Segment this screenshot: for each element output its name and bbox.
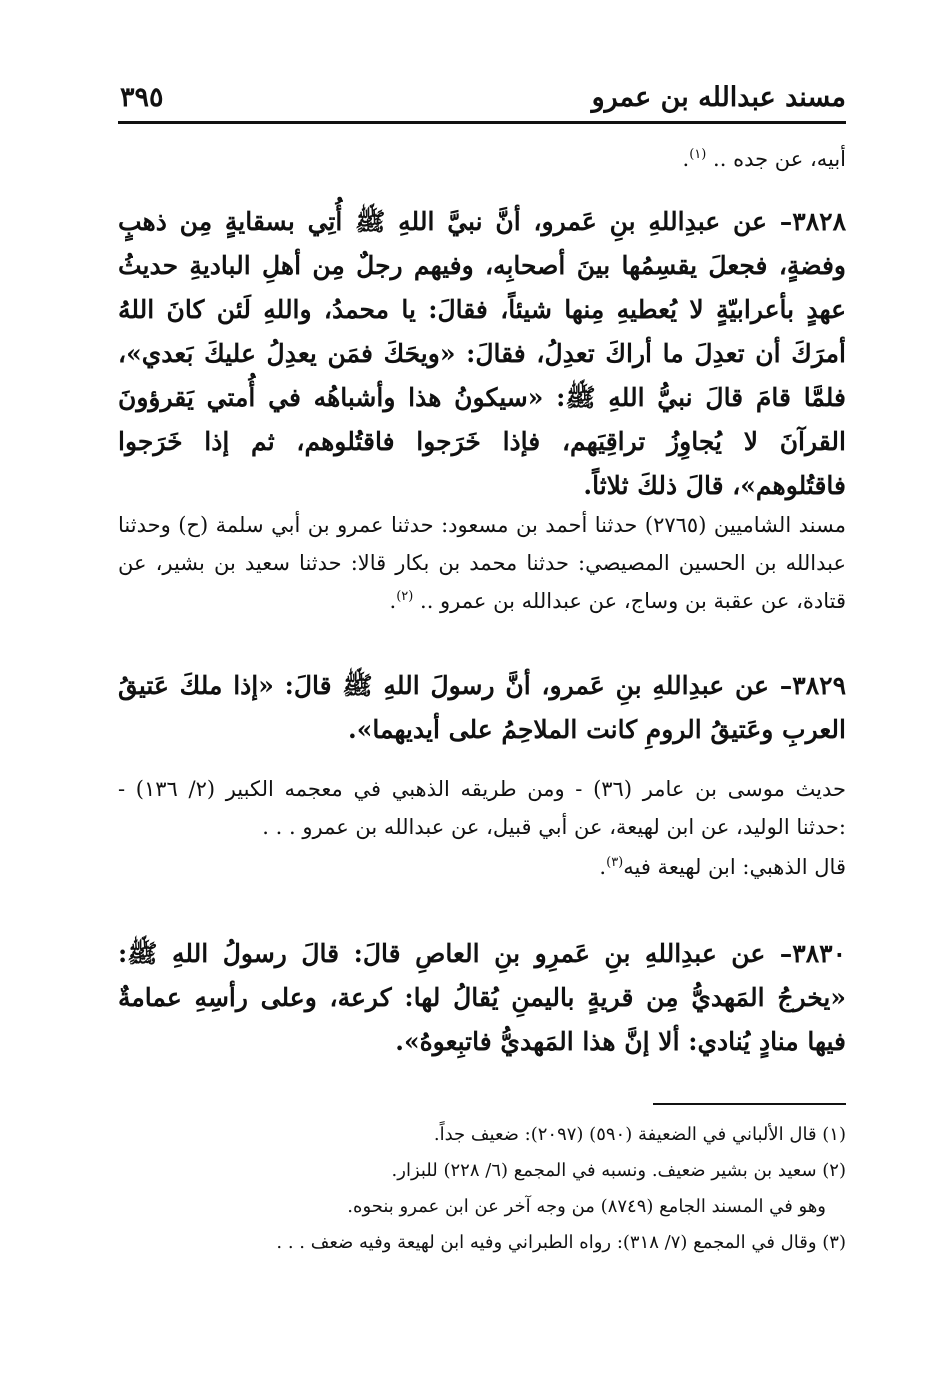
source-continuation-text: أبيه، عن جده ..: [713, 147, 846, 171]
footnote-ref-2: (٢): [396, 589, 414, 604]
source-continuation: [118, 140, 846, 178]
hadith-text: عن عبدِاللهِ بنِ عَمرو، أنَّ نبيَّ اللهِ ﷺ أُتِي بسقايةٍ مِن ذهبٍ وفضةٍ، فجعلَ يقسِمُها بينَ أصحابِه، وفيهم رجلٌ مِن أهلِ الباديةِ حديثُ عهدٍ بأعرابيّةٍ لا يُعطيهِ مِنها شيئاً، فقالَ: يا محمدُ، واللهِ لَئن كانَ اللهُ أمرَكَ أن تعدِلَ ما أراكَ تعدِلُ، فقالَ: «ويحَكَ فمَن يعدِلُ عليكَ بَعدي»، فلمَّا قامَ قالَ نبيُّ اللهِ ﷺ: «سيكونُ هذا وأشباهُه في أُمتي يَقرؤونَ القرآنَ لا يُجاوِزُ تراقِيَهم، فإذا خَرَجوا فاقتُلوهم، ثم إذا خَرَجوا فاقتُلوهم»، قالَ ذلكَ ثلاثاً.: [118, 207, 846, 500]
source-text: مسند الشاميين (٢٧٦٥) حدثنا أحمد بن مسعود: حدثنا عمرو بن أبي سلمة (ح) وحدثنا عبدالله بن الحسين المصيصي: حدثنا محمد بن بكار قالا: حدثنا سعيد بن بشير، عن قتادة، عن عقبة بن وساج، عن عبدالله بن عمرو ..: [118, 513, 846, 613]
footnote-rule: [653, 1103, 846, 1105]
hadith-text: عن عبدِاللهِ بنِ عَمرو، أنَّ رسولَ اللهِ ﷺ قالَ: «إذا ملكَ عَتيقُ العربِ وعَتيقُ الرومِ كانت الملاحِمُ على أيديهما».: [118, 671, 846, 744]
footnote-ref-3: (٣): [606, 855, 624, 870]
period: .: [599, 855, 607, 879]
hadith-text: عن عبدِاللهِ بنِ عَمرِو بنِ العاصِ قالَ: قالَ رسولُ اللهِ ﷺ: «يخرجُ المَهديُّ مِن قريةٍ باليمنِ يُقالُ لها: كرعة، وعلى رأسِهِ عمامةٌ فيها منادٍ يُنادي: ألا إنَّ هذا المَهديُّ فاتبِعوهُ».: [118, 939, 846, 1056]
source-3828: [118, 506, 846, 620]
hadith-number: ٣٨٢٩–: [779, 671, 846, 700]
header-rule: [118, 121, 846, 124]
footnote-2-continuation: وهو في المسند الجامع (٨٧٤٩) من وجه آخر عن ابن عمرو بنحوه.: [347, 1196, 826, 1217]
footnote-1: (١) قال الألباني في الضعيفة (٥٩٠) (٢٠٩٧): ضعيف جداً.: [433, 1124, 846, 1145]
hadith-3829: [118, 664, 846, 752]
source-3829: [118, 770, 846, 886]
hadith-3828: [118, 200, 846, 508]
running-title: مسند عبدالله بن عمرو: [591, 82, 846, 113]
period: .: [682, 147, 690, 171]
hadith-number: ٣٨٣٠–: [779, 939, 846, 968]
footnotes: [118, 1120, 846, 1258]
source-line: حديث موسى بن عامر (٣٦) - ومن طريقه الذهبي في معجمه الكبير (٢/ ١٣٦) - :حدثنا الوليد، عن ابن لهيعة، عن أبي قبيل، عن عبدالله بن عمرو . . .: [118, 777, 846, 839]
page-number: ٣٩٥: [120, 82, 164, 113]
footnote-2: (٢) سعيد بن بشير ضعيف. ونسبه في المجمع (٦/ ٢٢٨) للبزار.: [391, 1160, 846, 1181]
footnote-ref-1: (١): [689, 147, 707, 162]
footnote-3: (٣) وقال في المجمع (٧/ ٣١٨): رواه الطبراني وفيه ابن لهيعة وفيه ضعف . . .: [276, 1232, 846, 1253]
page-header: [118, 76, 846, 116]
period: .: [389, 589, 397, 613]
hadith-3830: [118, 932, 846, 1064]
hadith-number: ٣٨٢٨–: [779, 207, 846, 236]
source-line-dhahabi: قال الذهبي: ابن لهيعة فيه: [623, 855, 846, 879]
